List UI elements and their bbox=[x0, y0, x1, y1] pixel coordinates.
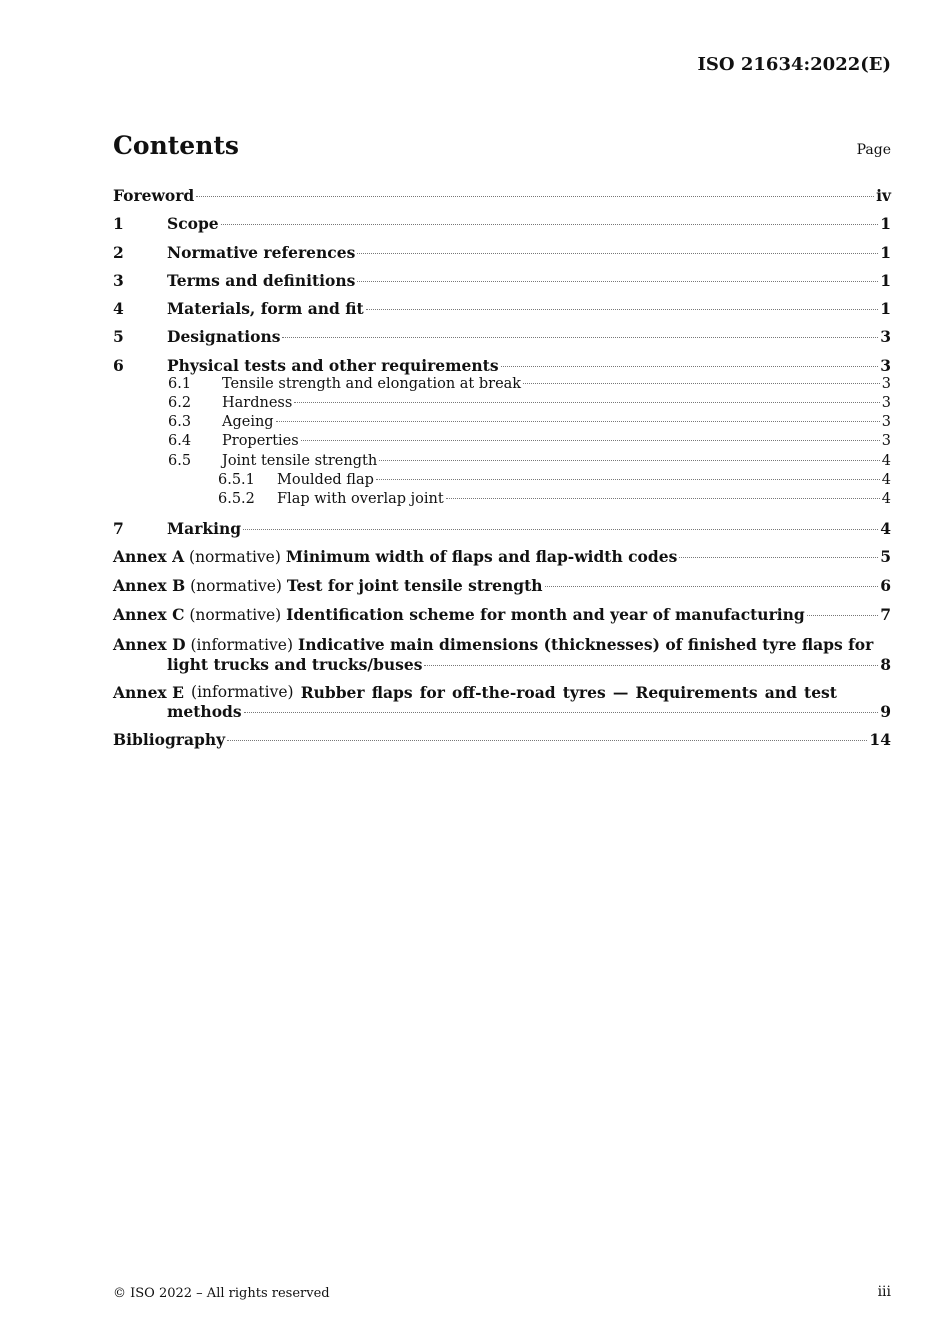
toc-number: 2 bbox=[113, 242, 124, 262]
leader-dots bbox=[357, 253, 878, 254]
annex-prefix: Annex B bbox=[113, 576, 186, 596]
toc-label: Hardness bbox=[222, 394, 293, 411]
toc-page: 4 bbox=[881, 491, 891, 507]
toc-page: 3 bbox=[881, 414, 891, 431]
leader-dots bbox=[523, 383, 880, 384]
toc-page: 3 bbox=[880, 355, 891, 375]
toc-entry-properties[interactable] bbox=[113, 432, 891, 451]
toc-page: 14 bbox=[869, 730, 891, 750]
annex-title: Identification scheme for month and year of manufacturing bbox=[286, 605, 805, 625]
toc-label: Designations bbox=[167, 327, 281, 347]
toc-entry-foreword[interactable] bbox=[113, 186, 891, 205]
annex-word: — bbox=[612, 682, 629, 702]
toc-page: 1 bbox=[880, 214, 891, 234]
leader-dots bbox=[501, 366, 879, 367]
toc-page: iv bbox=[876, 186, 891, 205]
toc-page: 3 bbox=[881, 433, 891, 450]
leader-dots bbox=[679, 557, 878, 558]
toc-entry-terms-and-definitions[interactable] bbox=[113, 271, 891, 290]
annex-word: Requirements bbox=[635, 682, 758, 702]
toc-entry-annex-b[interactable] bbox=[113, 576, 891, 596]
leader-dots bbox=[282, 337, 878, 338]
page-column-label: Page bbox=[856, 142, 891, 158]
leader-dots bbox=[227, 740, 867, 741]
toc-entry-annex-d[interactable] bbox=[113, 635, 891, 674]
toc-entry-marking[interactable] bbox=[113, 519, 891, 538]
toc-entry-materials[interactable] bbox=[113, 299, 891, 318]
annex-line-2 bbox=[113, 702, 891, 721]
leader-dots bbox=[301, 440, 880, 441]
annex-type: (normative) bbox=[189, 547, 281, 566]
toc-number: 6.5 bbox=[168, 452, 192, 469]
annex-title: Test for joint tensile strength bbox=[286, 576, 543, 596]
annex-title-cont: methods bbox=[167, 701, 242, 721]
toc-label: Terms and definitions bbox=[167, 270, 356, 290]
toc-page: 4 bbox=[881, 471, 891, 488]
leader-dots bbox=[545, 586, 879, 587]
annex-prefix: Annex E bbox=[113, 682, 184, 702]
leader-dots bbox=[294, 402, 879, 403]
table-of-contents bbox=[113, 186, 891, 749]
leader-dots bbox=[424, 665, 878, 666]
toc-entry-annex-a[interactable] bbox=[113, 547, 891, 567]
toc-page: 7 bbox=[880, 605, 891, 625]
toc-label: Moulded flap bbox=[277, 471, 374, 488]
toc-label: Flap with overlap joint bbox=[277, 491, 444, 507]
leader-dots bbox=[221, 224, 879, 225]
leader-dots bbox=[196, 196, 874, 197]
toc-number: 6.4 bbox=[168, 433, 192, 450]
leader-dots bbox=[276, 421, 880, 422]
toc-number: 7 bbox=[113, 518, 124, 538]
annex-type: (informative) bbox=[191, 682, 294, 701]
annex-word: for bbox=[419, 682, 445, 702]
toc-number: 4 bbox=[113, 299, 124, 319]
toc-number: 6 bbox=[113, 355, 124, 375]
toc-entry-bibliography[interactable] bbox=[113, 730, 891, 749]
toc-entry-annex-e[interactable] bbox=[113, 683, 891, 721]
leader-dots bbox=[244, 712, 879, 713]
annex-type: (informative) bbox=[190, 635, 294, 654]
annex-title: Indicative main dimensions (thicknesses) of finished tyre flaps for bbox=[297, 634, 874, 654]
toc-number: 3 bbox=[113, 270, 124, 290]
annex-prefix: Annex C bbox=[113, 605, 185, 625]
toc-label: Normative references bbox=[167, 242, 356, 262]
toc-entry-scope[interactable] bbox=[113, 214, 891, 233]
toc-entry-ageing[interactable] bbox=[113, 413, 891, 432]
leader-dots bbox=[446, 498, 880, 499]
toc-label: Joint tensile strength bbox=[222, 452, 378, 469]
toc-page: 3 bbox=[881, 394, 891, 411]
toc-page: 1 bbox=[880, 299, 891, 319]
toc-number: 6.1 bbox=[168, 375, 192, 392]
leader-dots bbox=[366, 309, 879, 310]
leader-dots bbox=[357, 281, 878, 282]
toc-entry-normative-references[interactable] bbox=[113, 243, 891, 262]
leader-dots bbox=[243, 529, 878, 530]
annex-word: tyres bbox=[562, 682, 606, 702]
annex-title-cont: light trucks and trucks/buses bbox=[167, 654, 423, 674]
copyright-notice: © ISO 2022 – All rights reserved bbox=[113, 1286, 330, 1301]
toc-page: 1 bbox=[880, 242, 891, 262]
toc-entry-designations[interactable] bbox=[113, 327, 891, 346]
annex-line-1 bbox=[113, 635, 891, 655]
document-id: ISO 21634:2022(E) bbox=[697, 54, 891, 75]
annex-line-1 bbox=[113, 683, 837, 702]
toc-number: 6.5.1 bbox=[218, 471, 255, 488]
toc-number: 6.5.2 bbox=[218, 491, 255, 507]
toc-label: Ageing bbox=[222, 414, 274, 431]
annex-title: Minimum width of flaps and flap-width codes bbox=[285, 546, 678, 566]
toc-page: 3 bbox=[881, 375, 891, 392]
page-title: Contents bbox=[113, 131, 240, 160]
toc-number: 6.3 bbox=[168, 414, 192, 431]
toc-label: Properties bbox=[222, 433, 299, 450]
toc-number: 1 bbox=[113, 214, 124, 234]
toc-page: 5 bbox=[880, 546, 891, 566]
leader-dots bbox=[379, 460, 880, 461]
toc-label: Tensile strength and elongation at break bbox=[222, 375, 522, 392]
toc-page: 6 bbox=[880, 576, 891, 596]
toc-page: 4 bbox=[880, 518, 891, 538]
toc-entry-hardness[interactable] bbox=[113, 394, 891, 413]
toc-page: 4 bbox=[881, 452, 891, 469]
toc-label: Scope bbox=[167, 214, 219, 234]
toc-page: 8 bbox=[880, 654, 891, 674]
leader-dots bbox=[376, 479, 880, 480]
toc-entry-moulded-flap[interactable] bbox=[113, 471, 891, 490]
annex-prefix: Annex A bbox=[113, 546, 185, 566]
toc-label: Marking bbox=[167, 518, 242, 538]
toc-entry-overlap-joint[interactable] bbox=[113, 490, 891, 509]
toc-number: 6.2 bbox=[168, 394, 192, 411]
annex-line-2 bbox=[113, 655, 891, 674]
toc-page: 9 bbox=[880, 701, 891, 721]
toc-page: 1 bbox=[880, 270, 891, 290]
page-number: iii bbox=[877, 1284, 891, 1300]
toc-entry-joint-tensile-strength[interactable] bbox=[113, 452, 891, 471]
annex-word: Rubber bbox=[300, 682, 365, 702]
toc-number: 5 bbox=[113, 327, 124, 347]
annex-word: test bbox=[804, 682, 837, 702]
annex-word: off-the-road bbox=[452, 682, 556, 702]
toc-label: Bibliography bbox=[113, 730, 226, 750]
annex-word: and bbox=[764, 682, 797, 702]
toc-label: Foreword bbox=[113, 186, 195, 205]
annex-type: (normative) bbox=[189, 606, 282, 625]
toc-entry-physical-tests[interactable] bbox=[113, 356, 891, 375]
annex-prefix: Annex D bbox=[113, 634, 186, 654]
toc-label: Physical tests and other requirements bbox=[167, 355, 499, 375]
annex-type: (normative) bbox=[190, 577, 282, 596]
annex-word: flaps bbox=[371, 682, 413, 702]
toc-label: Materials, form and fit bbox=[167, 299, 364, 319]
toc-page: 3 bbox=[880, 327, 891, 347]
toc-entry-tensile-strength[interactable] bbox=[113, 375, 891, 394]
leader-dots bbox=[807, 615, 878, 616]
toc-entry-annex-c[interactable] bbox=[113, 605, 891, 625]
